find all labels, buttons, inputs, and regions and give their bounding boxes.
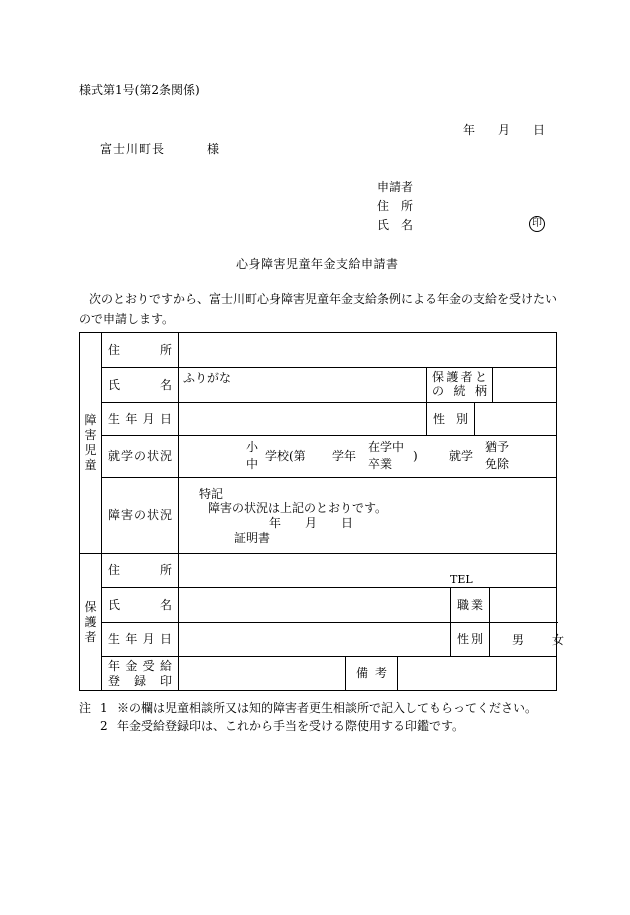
guardian-table <box>79 553 565 691</box>
disability-status-field[interactable]: 特記 障害の状況は上記のとおりです。 年 月 日 証明書 <box>179 478 557 554</box>
guardian-name-label: 氏名 <box>102 588 179 623</box>
date-year: 年 <box>463 123 476 137</box>
date-day: 日 <box>533 123 546 137</box>
guardian-sex-label: 性別 <box>451 623 490 657</box>
sex-female-option[interactable]: 女 <box>552 633 565 647</box>
registration-seal-field[interactable] <box>179 657 346 691</box>
child-dob-field[interactable] <box>179 403 427 436</box>
notes-prefix: 注 <box>79 701 92 715</box>
intro-line-1: 次のとおりですから、富士川町心身障害児童年金支給条例による年金の支給を受けたい <box>89 292 558 306</box>
remarks-label: 備考 <box>346 657 398 691</box>
guardian-dob-field[interactable] <box>179 623 451 657</box>
guardian-dob-label: 生年月日 <box>102 623 179 657</box>
note-1: ※の欄は児童相談所又は知的障害者更生相談所で記入してもらってください。 <box>117 701 538 715</box>
form-number: 様式第1号(第2条関係) <box>79 83 200 97</box>
child-name-field[interactable] <box>179 368 427 403</box>
guardian-name-field[interactable] <box>179 588 451 623</box>
child-dob-label: 生年月日 <box>102 403 179 436</box>
applicant-address-label: 住 所 <box>377 199 414 213</box>
sex-male-option[interactable]: 男 <box>512 633 525 647</box>
guardian-address-label: 住所 <box>102 554 179 588</box>
remarks-field[interactable] <box>398 657 557 691</box>
guardian-category-label: 保 護 者 <box>80 554 102 691</box>
child-sex-label: 性別 <box>427 403 475 436</box>
applicant-name-label: 氏 名 <box>377 218 414 232</box>
child-name-label: 氏名 <box>102 368 179 403</box>
addressee-name: 富士川町長 <box>100 142 166 156</box>
guardian-sex-field[interactable] <box>490 623 565 657</box>
guardian-address-field[interactable] <box>179 554 557 588</box>
guardian-relation-field[interactable] <box>493 368 557 403</box>
occupation-label: 職業 <box>451 588 490 623</box>
child-sex-field[interactable] <box>475 403 557 436</box>
date-month: 月 <box>498 123 511 137</box>
child-table <box>79 332 557 554</box>
registration-seal-label: 年金受給 登録印 <box>102 657 179 691</box>
guardian-relation-label: 保護者と の続柄 <box>427 368 493 403</box>
addressee-honorific: 様 <box>207 142 220 156</box>
disability-status-label: 障害の状況 <box>102 478 179 554</box>
seal-mark-icon: 印 <box>529 216 545 232</box>
form-title: 心身障害児童年金支給申請書 <box>236 257 399 271</box>
child-address-label: 住所 <box>102 333 179 368</box>
child-address-field[interactable] <box>179 333 557 368</box>
intro-line-2: ので申請します。 <box>79 312 175 326</box>
child-category-label: 障 害 児 童 <box>80 333 102 554</box>
note-2: 年金受給登録印は、これから手当を受ける際使用する印鑑です。 <box>117 719 465 733</box>
school-status-label: 就学の状況 <box>102 436 179 478</box>
furigana-label: ふりがな <box>183 371 232 385</box>
school-status-field[interactable]: 小 中 学校(第 学年 在学中 卒業 ) 就学 猶予 免除 <box>179 436 557 478</box>
note-1-number: 1 <box>100 701 108 715</box>
applicant-label: 申請者 <box>377 180 414 194</box>
tel-label: TEL <box>450 573 473 586</box>
note-2-number: 2 <box>100 719 108 733</box>
occupation-field[interactable] <box>490 588 557 623</box>
